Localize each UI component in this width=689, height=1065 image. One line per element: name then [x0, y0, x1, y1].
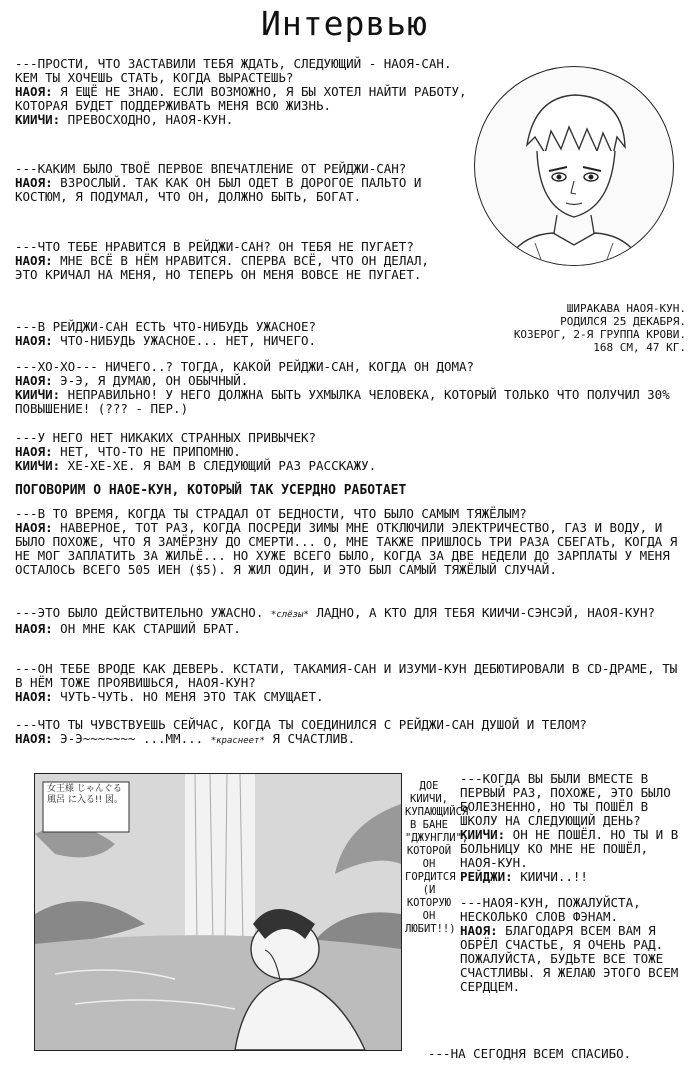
bath-note: ДОЕ КИИЧИ, КУПАЮЩИЙСЯ В БАНЕ "ДЖУНГЛИ", КОТОРОЙ ОН ГОРДИТСЯ (И КОТОРУЮ ОН ЛЮБИТ!!)	[405, 780, 469, 935]
page-title: Интервью	[261, 4, 428, 43]
portrait-caption	[450, 302, 686, 354]
qa-habits	[15, 431, 680, 473]
caption-birthday: РОДИЛСЯ 25 ДЕКАБРЯ.	[560, 315, 686, 328]
question: ---ЧТО ТЕБЕ НРАВИТСЯ В РЕЙДЖИ-САН? ОН ТЕБЯ НЕ ПУГАЕТ?	[15, 239, 414, 254]
question: ---В ТО ВРЕМЯ, КОГДА ТЫ СТРАДАЛ ОТ БЕДНОСТИ, ЧТО БЫЛО САМЫМ ТЯЖЁЛЫМ?	[15, 506, 527, 521]
qa-future	[15, 57, 473, 127]
answer: Э-Э, Я ДУМАЮ, ОН ОБЫЧНЫЙ.	[52, 373, 249, 388]
answer: БЛАГОДАРЯ ВСЕМ ВАМ Я ОБРЁЛ СЧАСТЬЕ, Я ОЧЕНЬ РАД. ПОЖАЛУЙСТА, БУДЬТЕ ВСЕ ТОЖЕ СЧАСТЛИВЫ. Я ЖЕЛАЮ ЭТОГО ВСЕМ СЕРДЦЕМ.	[460, 923, 679, 994]
naoya-portrait-drawing	[475, 67, 673, 265]
answer-cont: Я СЧАСТЛИВ.	[264, 731, 356, 746]
answer: ОН МНЕ КАК СТАРШИЙ БРАТ.	[52, 621, 241, 636]
answer: Э-Э~~~~~~~ ...ММ...	[52, 731, 211, 746]
question: ---ЧТО ТЫ ЧУВСТВУЕШЬ СЕЙЧАС, КОГДА ТЫ СОЕДИНИЛСЯ С РЕЙДЖИ-САН ДУШОЙ И ТЕЛОМ?	[15, 717, 587, 732]
answer: ЧТО-НИБУДЬ УЖАСНОЕ... НЕТ, НИЧЕГО.	[52, 333, 317, 348]
speaker-kiichi: КИИЧИ:	[460, 827, 506, 842]
speaker-naoya: НАОЯ:	[15, 444, 53, 459]
answer: Я ЕЩЁ НЕ ЗНАЮ. ЕСЛИ ВОЗМОЖНО, Я БЫ ХОТЕЛ НАЙТИ РАБОТУ, КОТОРАЯ БУДЕТ ПОДДЕРЖИВАТЬ МЕНЯ ВСЮ ЖИЗНЬ.	[15, 84, 467, 113]
naoya-portrait	[474, 66, 674, 266]
speaker-naoya: НАОЯ:	[15, 689, 53, 704]
question: ---КАКИМ БЫЛО ТВОЁ ПЕРВОЕ ВПЕЧАТЛЕНИЕ ОТ РЕЙДЖИ-САН?	[15, 161, 407, 176]
bath-illustration	[34, 773, 402, 1051]
speaker-kiichi: КИИЧИ:	[15, 112, 61, 127]
question: ---ПРОСТИ, ЧТО ЗАСТАВИЛИ ТЕБЯ ЖДАТЬ, СЛЕДУЮЩИЙ - НАОЯ-САН. КЕМ ТЫ ХОЧЕШЬ СТАТЬ, КОГДА ВЫРАСТЕШЬ?	[15, 56, 452, 85]
answer: ОН НЕ ПОШЁЛ. НО ТЫ И В БОЛЬНИЦУ КО МНЕ НЕ ПОШЁЛ, НАОЯ-КУН.	[460, 827, 679, 870]
aside-tears: *слёзы*	[270, 610, 309, 620]
answer: ПРЕВОСХОДНО, НАОЯ-КУН.	[60, 112, 234, 127]
right-column	[460, 772, 685, 994]
question: ---У НЕГО НЕТ НИКАКИХ СТРАННЫХ ПРИВЫЧЕК?	[15, 430, 317, 445]
answer: МНЕ ВСЁ В НЁМ НРАВИТСЯ. СПЕРВА ВСЁ, ЧТО ОН ДЕЛАЛ, ЭТО КРИЧАЛ НА МЕНЯ, НО ТЕПЕРЬ ОН МЕНЯ ВОВСЕ НЕ ПУГАЕТ.	[15, 253, 429, 282]
qa-feelings	[15, 718, 680, 748]
question: ---НАОЯ-КУН, ПОЖАЛУЙСТА, НЕСКОЛЬКО СЛОВ ФЭНАМ.	[460, 895, 641, 924]
qa-cd-drama	[15, 662, 680, 704]
speaker-kiichi: КИИЧИ:	[15, 387, 61, 402]
qa-first-impression	[15, 162, 445, 204]
closing-line: ---НА СЕГОДНЯ ВСЕМ СПАСИБО.	[428, 1046, 632, 1061]
speaker-naoya: НАОЯ:	[15, 333, 53, 348]
answer: ВЗРОСЛЫЙ. ТАК КАК ОН БЫЛ ОДЕТ В ДОРОГОЕ ПАЛЬТО И КОСТЮМ, Я ПОДУМАЛ, ЧТО ОН, ДОЛЖНО БЫТЬ, БОГАТ.	[15, 175, 422, 204]
aside-blushes: *краснеет*	[210, 736, 265, 746]
speaker-reiji: РЕЙДЖИ:	[460, 869, 513, 884]
answer: НЕТ, ЧТО-ТО НЕ ПРИПОМНЮ.	[52, 444, 241, 459]
caption-name: ШИРАКАВА НАОЯ-КУН.	[566, 302, 686, 315]
speaker-naoya: НАОЯ:	[15, 520, 53, 535]
question-cont: ЛАДНО, А КТО ДЛЯ ТЕБЯ КИИЧИ-СЭНСЭЙ, НАОЯ-КУН?	[308, 605, 655, 620]
qa-kiichi-sensei	[15, 606, 680, 636]
section-heading: ПОГОВОРИМ О НАОЕ-КУН, КОТОРЫЙ ТАК УСЕРДНО РАБОТАЕТ	[15, 483, 407, 498]
answer: НАВЕРНОЕ, ТОТ РАЗ, КОГДА ПОСРЕДИ ЗИМЫ МНЕ ОТКЛЮЧИЛИ ЭЛЕКТРИЧЕСТВО, ГАЗ И ВОДУ, И БЫЛО ПОХОЖЕ, ЧТО Я ЗАМЁРЗНУ ДО СМЕРТИ... О, МНЕ ТАКЖЕ ПРИШЛОСЬ ТРИ РАЗА СБЕГАТЬ, КОГДА Я НЕ МОГ ЗАПЛАТИТЬ ЗА ЖИЛЬЁ... НО ХУЖЕ ВСЕГО БЫЛО, КОГДА ЗА ДВЕ НЕДЕЛИ ДО ЗАРПЛАТЫ У МЕНЯ ОСТАЛОСЬ ВСЕГО 505 ИЕН ($5). Я ЖИЛ ОДИН, И ЭТО БЫЛ САМЫЙ ТЯЖЁЛЫЙ СЛУЧАЙ.	[15, 520, 678, 577]
speaker-naoya: НАОЯ:	[15, 253, 53, 268]
qa-likes	[15, 240, 445, 282]
speaker-naoya: НАОЯ:	[15, 175, 53, 190]
caption-sign-blood: КОЗЕРОГ, 2-Я ГРУППА КРОВИ.	[513, 328, 686, 341]
question: ---ЭТО БЫЛО ДЕЙСТВИТЕЛЬНО УЖАСНО.	[15, 605, 271, 620]
caption-height-weight: 168 СМ, 47 КГ.	[593, 341, 686, 354]
speaker-naoya: НАОЯ:	[15, 621, 53, 636]
bath-jungle-drawing	[35, 774, 401, 1050]
speaker-kiichi: КИИЧИ:	[15, 458, 61, 473]
answer: ЧУТЬ-ЧУТЬ. НО МЕНЯ ЭТО ТАК СМУЩАЕТ.	[52, 689, 324, 704]
question: ---КОГДА ВЫ БЫЛИ ВМЕСТЕ В ПЕРВЫЙ РАЗ, ПОХОЖЕ, ЭТО БЫЛО БОЛЕЗНЕННО, НО ТЫ ПОШЁЛ В ШКОЛУ НА СЛЕДУЮЩИЙ ДЕНЬ?	[460, 771, 671, 828]
bath-sign-text: 女王様 じゃんぐる風呂 に入る!! 図。	[47, 784, 123, 805]
qa-terrible	[15, 320, 445, 348]
speaker-naoya: НАОЯ:	[15, 373, 53, 388]
speaker-naoya: НАОЯ:	[460, 923, 498, 938]
question: ---В РЕЙДЖИ-САН ЕСТЬ ЧТО-НИБУДЬ УЖАСНОЕ?	[15, 319, 317, 334]
answer: КИИЧИ..!!	[512, 869, 588, 884]
question: ---ХО-ХО--- НИЧЕГО..? ТОГДА, КАКОЙ РЕЙДЖИ-САН, КОГДА ОН ДОМА?	[15, 359, 475, 374]
speaker-naoya: НАОЯ:	[15, 84, 53, 99]
question: ---ОН ТЕБЕ ВРОДЕ КАК ДЕВЕРЬ. КСТАТИ, ТАКАМИЯ-САН И ИЗУМИ-КУН ДЕБЮТИРОВАЛИ В CD-ДРАМЕ, ТЫ В НЁМ ТОЖЕ ПРОЯВИШЬСЯ, НАОЯ-КУН?	[15, 661, 678, 690]
answer: ХЕ-ХЕ-ХЕ. Я ВАМ В СЛЕДУЮЩИЙ РАЗ РАССКАЖУ.	[60, 458, 377, 473]
qa-poverty	[15, 507, 680, 577]
answer: НЕПРАВИЛЬНО! У НЕГО ДОЛЖНА БЫТЬ УХМЫЛКА ЧЕЛОВЕКА, КОТОРЫЙ ТОЛЬКО ЧТО ПОЛУЧИЛ 30% ПОВЫШЕНИЕ! (??? - ПЕР.)	[15, 387, 670, 416]
qa-at-home	[15, 360, 680, 416]
speaker-naoya: НАОЯ:	[15, 731, 53, 746]
